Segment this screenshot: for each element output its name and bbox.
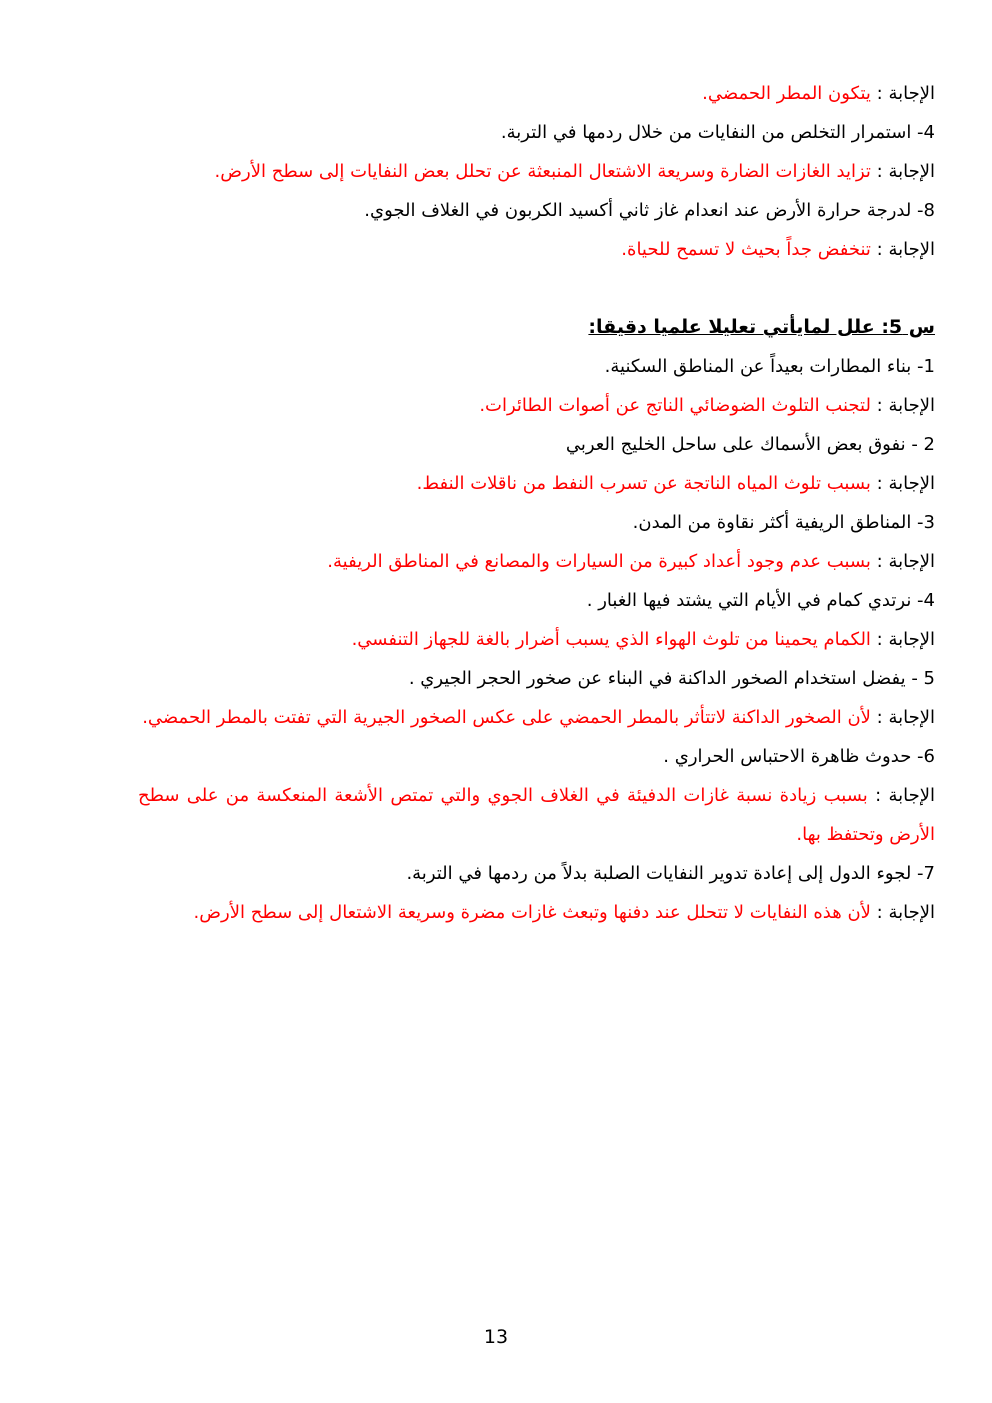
answer-label: الإجابة : [875, 785, 935, 806]
answer-text: الكمام يحمينا من تلوث الهواء الذي يسبب أضرار بالغة للجهاز التنفسي. [351, 629, 871, 650]
answer-label: الإجابة : [876, 83, 935, 104]
answer-line [138, 230, 935, 269]
question-line: 5 - يفضل استخدام الصخور الداكنة في البناء عن صخور الحجر الجيري . [408, 668, 935, 689]
answer-line [138, 893, 935, 932]
answer-text: لتجنب التلوث الضوضائي الناتج عن أصوات الطائرات. [479, 395, 871, 416]
answer-label: الإجابة : [876, 395, 935, 416]
question-line: 4- استمرار التخلص من النفايات من خلال ردمها في التربة. [500, 122, 935, 143]
answer-line [138, 698, 935, 737]
answer-line [138, 542, 935, 581]
question-line: 2 - نفوق بعض الأسماك على ساحل الخليج العربي [565, 434, 935, 455]
question-line: 6- حدوث ظاهرة الاحتباس الحراري . [663, 746, 935, 767]
answer-line [138, 386, 935, 425]
question-line: 3- المناطق الريفية أكثر نقاوة من المدن. [632, 512, 935, 533]
answer-label: الإجابة : [876, 473, 935, 494]
question-line: 4- نرتدي كمام في الأيام التي يشتد فيها الغبار . [586, 590, 935, 611]
answer-line [138, 464, 935, 503]
answer-text: بسبب عدم وجود أعداد كبيرة من السيارات والمصانع في المناطق الريفية. [327, 551, 871, 572]
page-number: 13 [483, 1326, 509, 1348]
answer-text: يتكون المطر الحمضي. [702, 83, 871, 104]
answer-label: الإجابة : [876, 629, 935, 650]
answer-text: تزايد الغازات الضارة وسريعة الاشتعال المنبعثة عن تحلل بعض النفايات إلى سطح الأرض. [214, 161, 871, 182]
question-line: 1- بناء المطارات بعيداً عن المناطق السكنية. [604, 356, 935, 377]
question-line: 8- لدرجة حرارة الأرض عند انعدام غاز ثاني أكسيد الكربون في الغلاف الجوي. [364, 200, 935, 221]
answer-label: الإجابة : [876, 902, 935, 923]
answer-line [138, 776, 935, 854]
answer-label: الإجابة : [876, 707, 935, 728]
question-line: 7- لجوء الدول إلى إعادة تدوير النفايات الصلبة بدلاً من ردمها في التربة. [406, 863, 935, 884]
answer-label: الإجابة : [876, 239, 935, 260]
answer-text: بسبب زيادة نسبة غازات الدفيئة في الغلاف الجوي والتي تمتص الأشعة المنعكسة من على سطح الأرض وتحتفظ بها. [138, 785, 935, 845]
answer-text: لأن الصخور الداكنة لاتتأثر بالمطر الحمضي على عكس الصخور الجيرية التي تفتت بالمطر الحمضي. [142, 707, 871, 728]
answer-line [138, 152, 935, 191]
answer-text: تنخفض جداً بحيث لا تسمح للحياة. [621, 239, 871, 260]
answer-line [138, 74, 935, 113]
answer-label: الإجابة : [876, 551, 935, 572]
section-heading: س 5: علل لمايأتي تعليلا علميا دقيقا: [588, 316, 935, 338]
answer-line [138, 620, 935, 659]
answer-text: لأن هذه النفايات لا تتحلل عند دفنها وتبعث غازات مضرة وسريعة الاشتعال إلى سطح الأرض. [193, 902, 871, 923]
answer-label: الإجابة : [876, 161, 935, 182]
answer-text: بسبب تلوث المياه الناتجة عن تسرب النفط من ناقلات النفط. [416, 473, 871, 494]
